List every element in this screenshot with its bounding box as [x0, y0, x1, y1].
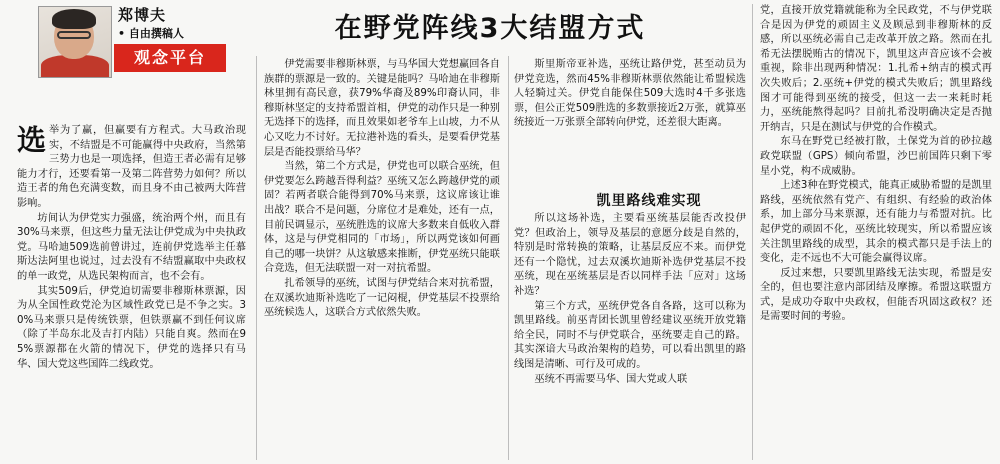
article-column-3-top — [514, 58, 746, 182]
headline: 在野党阵线3大结盟方式 — [334, 13, 646, 44]
article-paragraph: 反过来想，只要凯里路线无法实现，希盟是安全的，但也要注意内部团结及摩擦。希盟这联盟方式，是成功夺取中央政权，但能否巩固这政权？还是需要时间的考验。 — [760, 267, 992, 323]
article-column-2 — [264, 58, 500, 462]
dropcap: 选 — [17, 124, 47, 157]
article-column-3-bottom — [514, 212, 746, 462]
article-paragraph: 坊间认为伊党实力强盛，统治两个州，而且有30%马来票，但这些力量无法让伊党成为中央执政党。马哈迪509选前曾讲过，连前伊党选举主任慕斯达法阿里也说过，过去没有不结盟赢取中央政权的单一政党，从选民架构而言，也不会有。 — [17, 212, 246, 282]
article-paragraph: 扎希领导的巫统，试图与伊党结合来对抗希盟，在双溪坎迪斯补选吃了一记闷棍，伊党基层不投票给巫统候选人，这联合方式依然失败。 — [264, 277, 500, 319]
article-paragraph: 伊党需要非穆斯林票，与马华国大党想赢回各自族群的票源是一致的。关键是能吗？马哈迪在非穆斯林里拥有高民意，获79%华裔及89%印裔认同，非穆斯林坚定的支持希盟首相，伊党的动作只是一种别无选择下的选择，而且效果如老爷车上山坡，力不从心又吃力不讨好。无拉港补选的看头，是要看伊党基层是否能投票给马华？ — [264, 59, 500, 158]
column-divider — [508, 56, 509, 460]
author-photo-hair — [52, 9, 96, 29]
article-paragraph: 选举为了赢，但赢要有方程式。大马政治现实，不结盟是不可能赢得中央政府，当然第三势力也是一项选择，但造王者必需有足够能力才行，还要看第一及第二阵营势力如何？所以造王者的角色充满变数，而且身不由己被两大阵营影响。 — [17, 124, 246, 209]
article-paragraph: 当然，第二个方式是，伊党也可以联合巫统，但伊党要怎么跨越吾得利益？巫统又怎么跨越伊党的顽固？若两者联合能得到70%马来票，这议席该让谁出战？联合不是问题，分席位才是难处，还有一点，目前民调显示，巫统胜选的议席大多数来自低收入群体，这是与伊党相同的「市场」，所以两党该如何画自己的哪一块饼？从这敏感来推断，伊党巫统只能联合竞选，但无法联盟一对一对抗希盟。 — [264, 161, 500, 275]
author-photo-glasses — [57, 31, 91, 39]
column-divider — [752, 4, 753, 460]
article-paragraph: 斯里斯帝亚补选，巫统让路伊党，甚至动员为伊党竞选，然而45%非穆斯林票依然能让希盟候选人轻騎过关。伊党自能保住509大选时4千多张选票，但公正党509胜选的多数票接近2万张，就算巫统接近一万张票全部转向伊党，还差很大距离。 — [514, 59, 746, 129]
article-paragraph: 巫统不再需要马华、国大党或人联 — [534, 373, 688, 385]
subheading: 凯里路线难实现 — [596, 193, 702, 209]
article-paragraph: 党，直接开放党籍就能称为全民政党，不与伊党联合是因为伊党的顽固主义及顾忌到非穆斯林的反感，所以巫统必需自己走改革开放之路。然而在扎希无法摆脱贿古的情况下，凯里这声音应该不会被重视，除非出现两种情况：1.扎希+纳吉的模式再次失败后；2.巫统+伊党的模式失败后；凯里路线图才可能得到巫统的接受，但这一去一来耗时耗力，巫统能熬得起吗？目前扎希没明确决定是否抛开纳吉，只是在测试与伊党的合作模式。 — [760, 5, 992, 133]
author-name: 郑博夫 — [118, 6, 167, 24]
article-paragraph: 东马在野党已经被打散，土保党为首的砂拉越政党联盟（GPS）倾向希盟，沙巴前国阵只剩下零星小党，构不成威胁。 — [760, 136, 992, 177]
author-title: • 自由撰稿人 — [118, 27, 184, 40]
article-column-1 — [17, 124, 246, 462]
article-column-4 — [760, 4, 992, 462]
article-paragraph: 第三个方式，巫统伊党各自各路，这可以称为凯里路线。前巫青团长凯里曾经建议巫统开放党籍给全民，同时不与伊党联合，巫统要走自己的路。其实深谙大马政治架构的趋势，可以看出凯里的路线图是清晰、可行及可成的。 — [514, 300, 746, 370]
author-photo — [38, 6, 112, 78]
article-paragraph: 上述3种在野党模式，能真正威胁希盟的是凯里路线，巫统依然有党产、有组织、有经验的政治体系，加上部分马来票源，还有能力与希盟对抗。比起伊党的顽固不化，巫统比较现实，所以希盟应该关注凯里路线的成型，其余的模式都只是手法上的变化，走不远也不大可能会赢得议席。 — [760, 180, 992, 265]
column-label: 观念平台 — [114, 44, 226, 72]
column-divider — [256, 56, 257, 460]
article-paragraph: 所以这场补选，主要看巫统基层能否改投伊党？但政治上，领导及基层的意愿分歧是自然的，特别是时常转换的策略，让基层反应不来。而伊党还有一个隐忧，过去双溪坎迪斯补选伊党基层不投巫统，现在巫统基层是否以同样手法「应对」这场补选？ — [514, 213, 746, 297]
article-paragraph: 其实509后，伊党迫切需要非穆斯林票源，因为从全国性政党沦为区域性政党已是不争之实。30%马来票只是传统铁票，但铁票赢不到任何议席（除了半岛东北及吉打内陆）只能自爽。然而在95%票源都在火箭的情况下，伊党的选择只有马华、国大党这些国阵二线政党。 — [17, 285, 246, 370]
